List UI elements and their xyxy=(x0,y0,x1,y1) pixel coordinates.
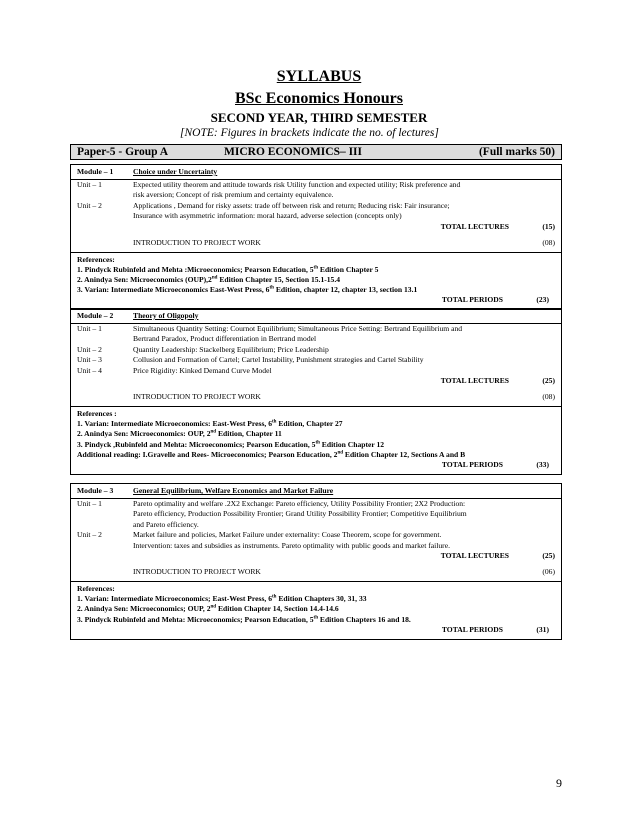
unit-description xyxy=(133,499,561,530)
total-periods-value: (31) xyxy=(536,624,549,634)
reference-superscript: th xyxy=(269,285,274,291)
total-lectures-row xyxy=(71,551,561,562)
total-lectures-value: (15) xyxy=(542,221,555,231)
project-work-row xyxy=(71,567,561,578)
unit-description-line: Collusion and Formation of Cartel; Cartel Instability, Punishment strategies and Cartel Stability xyxy=(133,355,424,365)
reference-text: 3. Pindyck ,Rubinfeld and Mehta: Microeconomics; Pearson Education, 5 xyxy=(77,439,316,449)
module-header xyxy=(71,309,561,324)
unit-description-line: Applications , Demand for risky assets: trade off between risk and return; Reducing risk: Fair insurance; xyxy=(133,200,450,210)
project-work-label: INTRODUCTION TO PROJECT WORK xyxy=(133,567,261,577)
total-lectures-label: TOTAL LECTURES xyxy=(440,376,509,386)
unit-label: Unit – 1 xyxy=(77,499,102,508)
reference-text: 2. Anindya Sen: Microeconomics: OUP, 2 xyxy=(77,429,211,439)
total-periods-label: TOTAL PERIODS xyxy=(441,460,503,470)
reference-text: 1. Varian: Intermediate Microeconomics: East-West Press, 6 xyxy=(77,419,273,429)
reference-item xyxy=(77,440,555,450)
unit-description-line: Price Rigidity: Kinked Demand Curve Model xyxy=(133,365,272,375)
total-periods-row xyxy=(77,625,555,636)
reference-item xyxy=(77,615,555,625)
references-heading: References: xyxy=(77,584,115,594)
total-periods-value: (23) xyxy=(536,295,549,305)
reference-text-end: Edition Chapter 14, Section 14.4-14.6 xyxy=(216,604,339,614)
total-lectures-label: TOTAL LECTURES xyxy=(440,551,509,561)
page-number: 9 xyxy=(556,776,562,790)
total-periods-label: TOTAL PERIODS xyxy=(441,624,503,634)
unit-description-line: and Pareto efficiency. xyxy=(133,519,199,529)
reference-text: 3. Varian: Intermediate Microeconomics East-West Press, 6 xyxy=(77,285,270,295)
reference-text-end: Edition Chapters 30, 31, 33 xyxy=(276,594,367,604)
unit-description-line: Intervention: taxes and subsidies as instruments. Pareto optimality with public goods and market failure. xyxy=(133,540,450,550)
reference-superscript: th xyxy=(272,594,277,600)
unit-description-line: Bertrand Paradox, Product differentiation in Bertrand model xyxy=(133,334,317,344)
unit-description-line: Market failure and policies, Market Failure under externality: Coase Theorem, scope for government. xyxy=(133,530,442,540)
module-1-box xyxy=(70,164,562,310)
paper-bar xyxy=(70,144,562,160)
unit-description-line: Insurance with asymmetric information: moral hazard, adverse selection (concepts only) xyxy=(133,211,402,221)
unit-description xyxy=(133,530,561,551)
syllabus-heading: SYLLABUS xyxy=(276,68,362,85)
unit-description xyxy=(133,324,561,345)
reference-text: 2. Anindya Sen: Microeconomics; OUP, 2 xyxy=(77,604,211,614)
module-title: Theory of Oligopoly xyxy=(133,311,199,320)
degree-heading: BSc Economics Honours xyxy=(234,90,403,107)
reference-text-end: Edition, Chapter 11 xyxy=(216,429,282,439)
unit-description-line: Expected utility theorem and attitude towards risk Utility function and expected utility; Risk preference and xyxy=(133,180,461,189)
module-code: Module – 3 xyxy=(77,486,114,495)
unit-description xyxy=(133,345,561,355)
reference-item xyxy=(77,285,555,295)
reference-item xyxy=(77,604,555,614)
reference-text-end: Edition Chapter 15, Section 15.1-15.4 xyxy=(217,275,341,285)
module-title: General Equilibrium, Welfare Economics and Market Failure xyxy=(133,486,334,495)
reference-text: 1. Pindyck Rubinfeld and Mehta :Microeconomics; Pearson Education, 5 xyxy=(77,264,314,274)
reference-superscript: th xyxy=(313,615,318,621)
reference-superscript: th xyxy=(272,419,277,425)
project-work-label: INTRODUCTION TO PROJECT WORK xyxy=(133,237,261,247)
marks-label: (Full marks 50) xyxy=(478,146,555,158)
unit-label: Unit – 4 xyxy=(77,365,102,375)
unit-description-line: risk aversion; Concept of risk premium and certainty equivalence. xyxy=(133,190,334,200)
reference-text-end: Edition Chapter 5 xyxy=(318,264,379,274)
unit-row xyxy=(71,324,561,345)
unit-label: Unit – 3 xyxy=(77,355,102,365)
module-code: Module – 2 xyxy=(77,311,114,320)
total-lectures-value: (25) xyxy=(542,376,555,386)
reference-text: 2. Anindya Sen: Microeconomics (OUP),2 xyxy=(77,275,212,285)
unit-description-line: Simultaneous Quantity Setting: Cournot Equilibrium; Simultaneous Price Setting: Bertrand Equilibrium and xyxy=(133,324,463,333)
unit-row xyxy=(71,499,561,530)
unit-description-line: Quantity Leadership: Stackelberg Equilibrium; Price Leadership xyxy=(133,344,329,354)
paper-label: Paper-5 - Group A xyxy=(77,146,169,158)
unit-label: Unit – 2 xyxy=(77,344,102,354)
total-lectures-row xyxy=(71,376,561,387)
module-code: Module – 1 xyxy=(77,167,114,176)
references-heading: References: xyxy=(77,254,115,264)
references-block xyxy=(71,406,561,474)
reference-text-end: Edition Chapters 16 and 18. xyxy=(318,614,411,624)
reference-superscript: nd xyxy=(210,604,217,610)
semester-heading: SECOND YEAR, THIRD SEMESTER xyxy=(210,110,428,125)
reference-text-end: Edition Chapter 12, Sections A and B xyxy=(343,449,466,459)
unit-description xyxy=(133,355,561,365)
unit-row xyxy=(71,355,561,365)
unit-row xyxy=(71,201,561,222)
reference-item xyxy=(77,419,555,429)
unit-label: Unit – 2 xyxy=(77,530,102,540)
references-block xyxy=(71,581,561,639)
reference-item xyxy=(77,265,555,275)
reference-superscript: nd xyxy=(210,429,217,435)
reference-text: 1. Varian: Intermediate Microeconomics; East-West Press, 6 xyxy=(77,594,273,604)
reference-superscript: nd xyxy=(211,275,218,281)
reference-item xyxy=(77,429,555,439)
total-lectures-label: TOTAL LECTURES xyxy=(440,221,509,231)
module-header xyxy=(71,165,561,180)
project-work-value: (08) xyxy=(542,392,555,402)
unit-row xyxy=(71,180,561,201)
unit-description xyxy=(133,201,561,222)
total-periods-label: TOTAL PERIODS xyxy=(441,295,503,305)
unit-label: Unit – 1 xyxy=(77,180,102,189)
unit-description-line: Pareto efficiency, Production Possibility Frontier; Grand Utility Possibility Frontier; Competitive Equilibrium xyxy=(133,509,467,519)
reference-text: 3. Pindyck Rubinfeld and Mehta: Microeconomics; Pearson Education, 5 xyxy=(77,614,314,624)
references-block xyxy=(71,252,561,310)
reference-superscript: th xyxy=(313,265,318,271)
module-title: Choice under Uncertainty xyxy=(133,167,218,176)
reference-text-end: Edition Chapter 12 xyxy=(319,439,385,449)
module-2-box xyxy=(70,308,562,475)
additional-reading xyxy=(77,450,555,460)
references-heading: References : xyxy=(77,409,117,419)
unit-row xyxy=(71,366,561,376)
reference-superscript: nd xyxy=(337,450,343,456)
total-periods-value: (33) xyxy=(536,460,549,470)
unit-row xyxy=(71,345,561,355)
unit-description-line: Pareto optimality and welfare .2X2 Exchange: Pareto efficiency, Utility Possibility Frontier; 2X2 Production: xyxy=(133,499,466,508)
total-lectures-row xyxy=(71,222,561,233)
module-3-box xyxy=(70,483,562,640)
reference-item xyxy=(77,275,555,285)
project-work-value: (08) xyxy=(542,237,555,247)
unit-row xyxy=(71,530,561,551)
reference-superscript: th xyxy=(315,440,320,446)
unit-label: Unit – 2 xyxy=(77,200,102,210)
reference-text-end: Edition, chapter 12, chapter 13, section 13.1 xyxy=(273,285,418,295)
unit-description xyxy=(133,366,561,376)
total-periods-row xyxy=(77,460,555,471)
lecture-note: [NOTE: Figures in brackets indicate the no. of lectures] xyxy=(180,127,439,139)
subject-label: MICRO ECONOMICS– III xyxy=(224,146,363,158)
total-periods-row xyxy=(77,295,555,306)
project-work-value: (06) xyxy=(542,567,555,577)
unit-label: Unit – 1 xyxy=(77,324,102,333)
unit-description xyxy=(133,180,561,201)
reference-item xyxy=(77,594,555,604)
module-header xyxy=(71,484,561,499)
reference-text-end: Edition, Chapter 27 xyxy=(276,419,343,429)
project-work-label: INTRODUCTION TO PROJECT WORK xyxy=(133,392,261,402)
total-lectures-value: (25) xyxy=(542,551,555,561)
project-work-row xyxy=(71,238,561,249)
project-work-row xyxy=(71,392,561,403)
reference-text: Additional reading: I.Gravelle and Rees- Microeconomics; Pearson Education, 2 xyxy=(77,449,338,459)
